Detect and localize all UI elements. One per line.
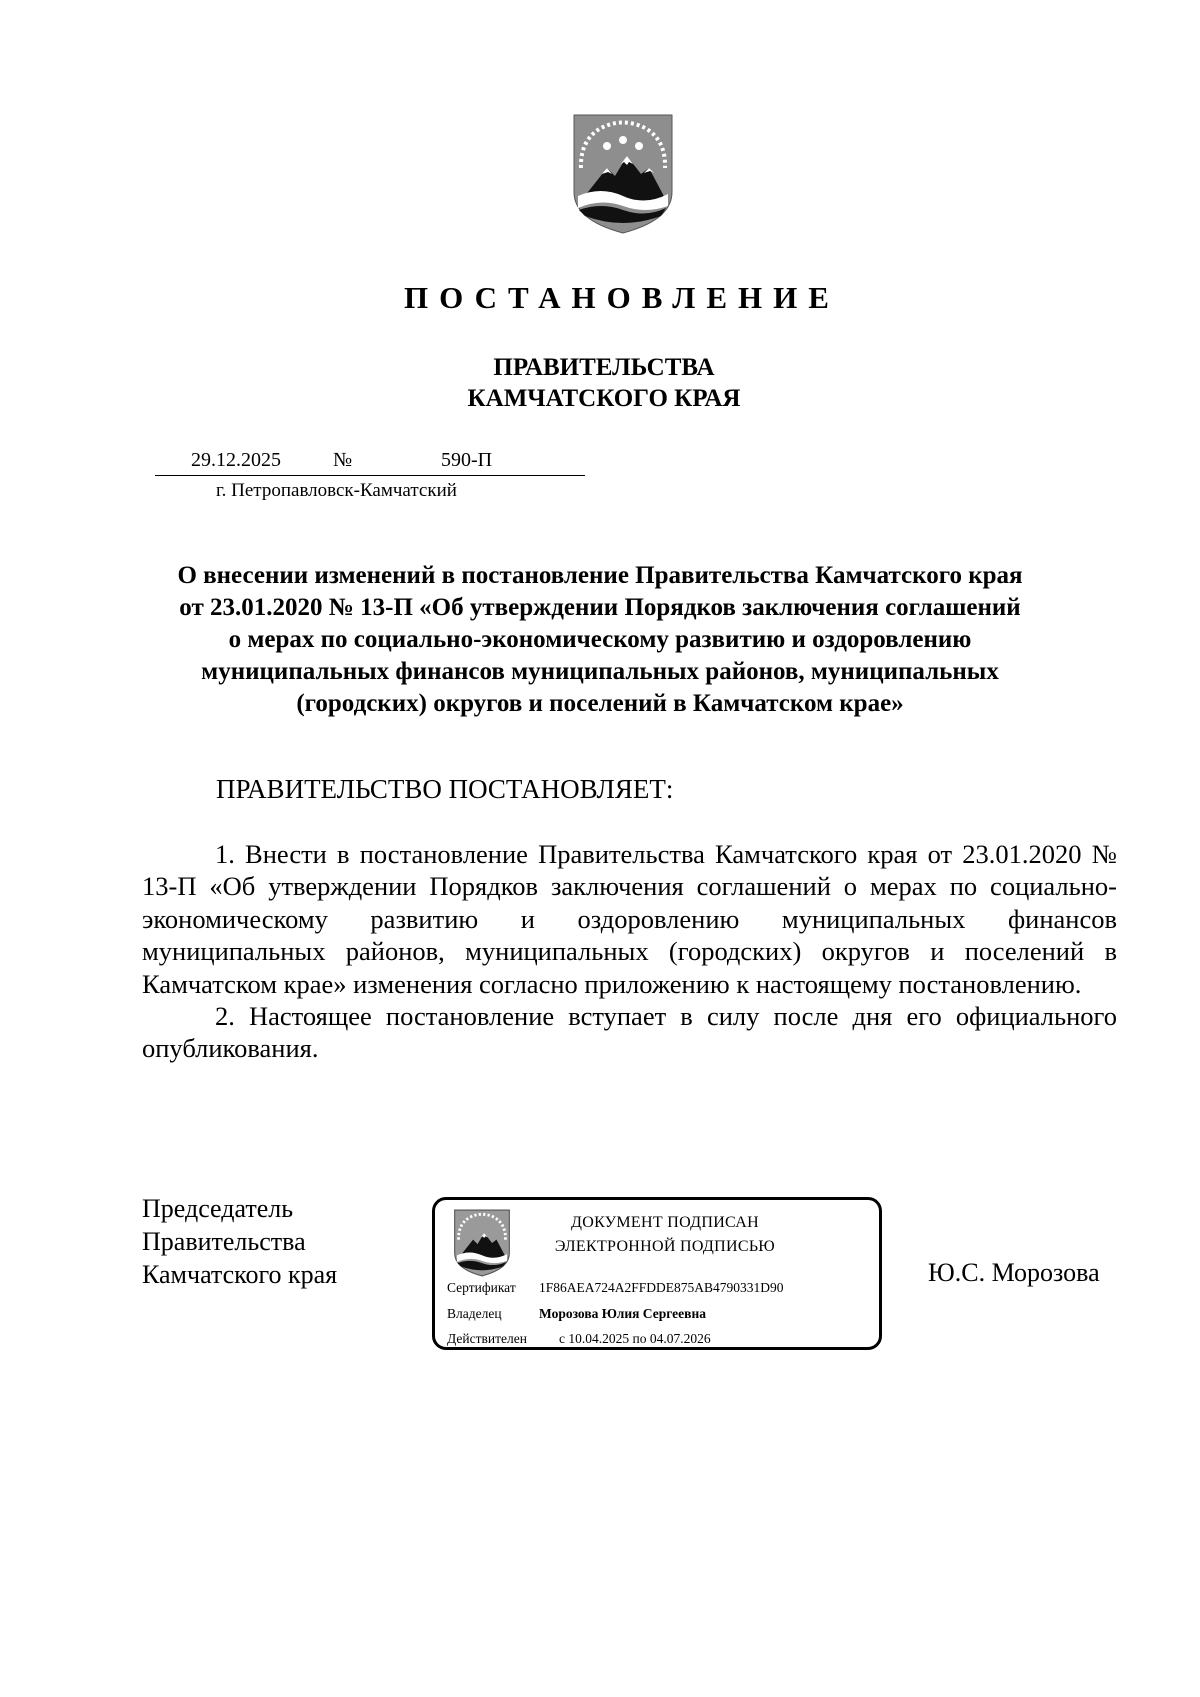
paragraph-1: 1. Внести в постановление Правительства Камчатского края от 23.01.2020 № 13-П «Об утверждении Порядков заключения соглашений о мерах по социально-экономическому развитию и оздоровлению муниципальных финансов муниципальных районов, муниципальных (городских) округов и поселений в Камчатском крае» изменения согласно приложению к настоящему постановлению. xyxy=(142,839,1117,999)
owner-label: Владелец xyxy=(447,1306,502,1321)
e-signature-stamp xyxy=(432,1197,882,1350)
title-line: (городских) округов и поселений в Камчатском крае» xyxy=(296,690,904,717)
issuer-heading xyxy=(0,352,1200,414)
certificate-value: 1F86AEA724A2FFDDE875AB4790331D90 xyxy=(539,1280,784,1295)
title-line: о мерах по социально-экономическому развитию и оздоровлению xyxy=(228,626,972,653)
signer-position xyxy=(142,1192,337,1291)
document-title xyxy=(120,560,1080,720)
title-line: муниципальных финансов муниципальных районов, муниципальных xyxy=(201,658,999,685)
signer-position-line: Правительства xyxy=(142,1227,306,1256)
validity-value: с 10.04.2025 по 04.07.2026 xyxy=(559,1331,711,1346)
issuer-line-1: ПРАВИТЕЛЬСТВА xyxy=(493,354,715,381)
stamp-certificate-row xyxy=(447,1280,784,1296)
resolves-heading: ПРАВИТЕЛЬСТВО ПОСТАНОВЛЯЕТ: xyxy=(216,774,674,804)
signer-position-line: Камчатского края xyxy=(142,1260,338,1289)
title-line: от 23.01.2020 № 13-П «Об утверждении Порядков заключения соглашений xyxy=(179,594,1021,621)
owner-value: Морозова Юлия Сергеевна xyxy=(539,1306,706,1321)
issuer-line-2: КАМЧАТСКОГО КРАЯ xyxy=(467,385,741,412)
signer-position-line: Председатель xyxy=(142,1194,294,1223)
paragraph-2: 2. Настоящее постановление вступает в силу после дня его официального опубликования. xyxy=(142,1001,1117,1064)
document-type-heading: ПОСТАНОВЛЕНИЕ xyxy=(404,280,840,315)
stamp-validity-row xyxy=(447,1331,711,1347)
document-date: 29.12.2025 xyxy=(191,449,281,471)
validity-label: Действителен xyxy=(447,1331,527,1346)
city-name: г. Петропавловск-Камчатский xyxy=(216,480,457,501)
signer-name: Ю.С. Морозова xyxy=(928,1258,1100,1287)
title-line: О внесении изменений в постановление Правительства Камчатского края xyxy=(177,562,1023,589)
document-body xyxy=(142,838,1117,1065)
document-number: 590-П xyxy=(441,449,493,471)
stamp-heading-line-1: ДОКУМЕНТ ПОДПИСАН xyxy=(571,1214,759,1231)
registration-line xyxy=(155,445,585,476)
stamp-heading-line-2: ЭЛЕКТРОННОЙ ПОДПИСЬЮ xyxy=(554,1238,776,1255)
stamp-owner-row xyxy=(447,1306,706,1322)
kamchatka-coat-of-arms-icon xyxy=(571,112,675,236)
certificate-label: Сертификат xyxy=(447,1280,516,1295)
number-sign: № xyxy=(333,449,353,471)
